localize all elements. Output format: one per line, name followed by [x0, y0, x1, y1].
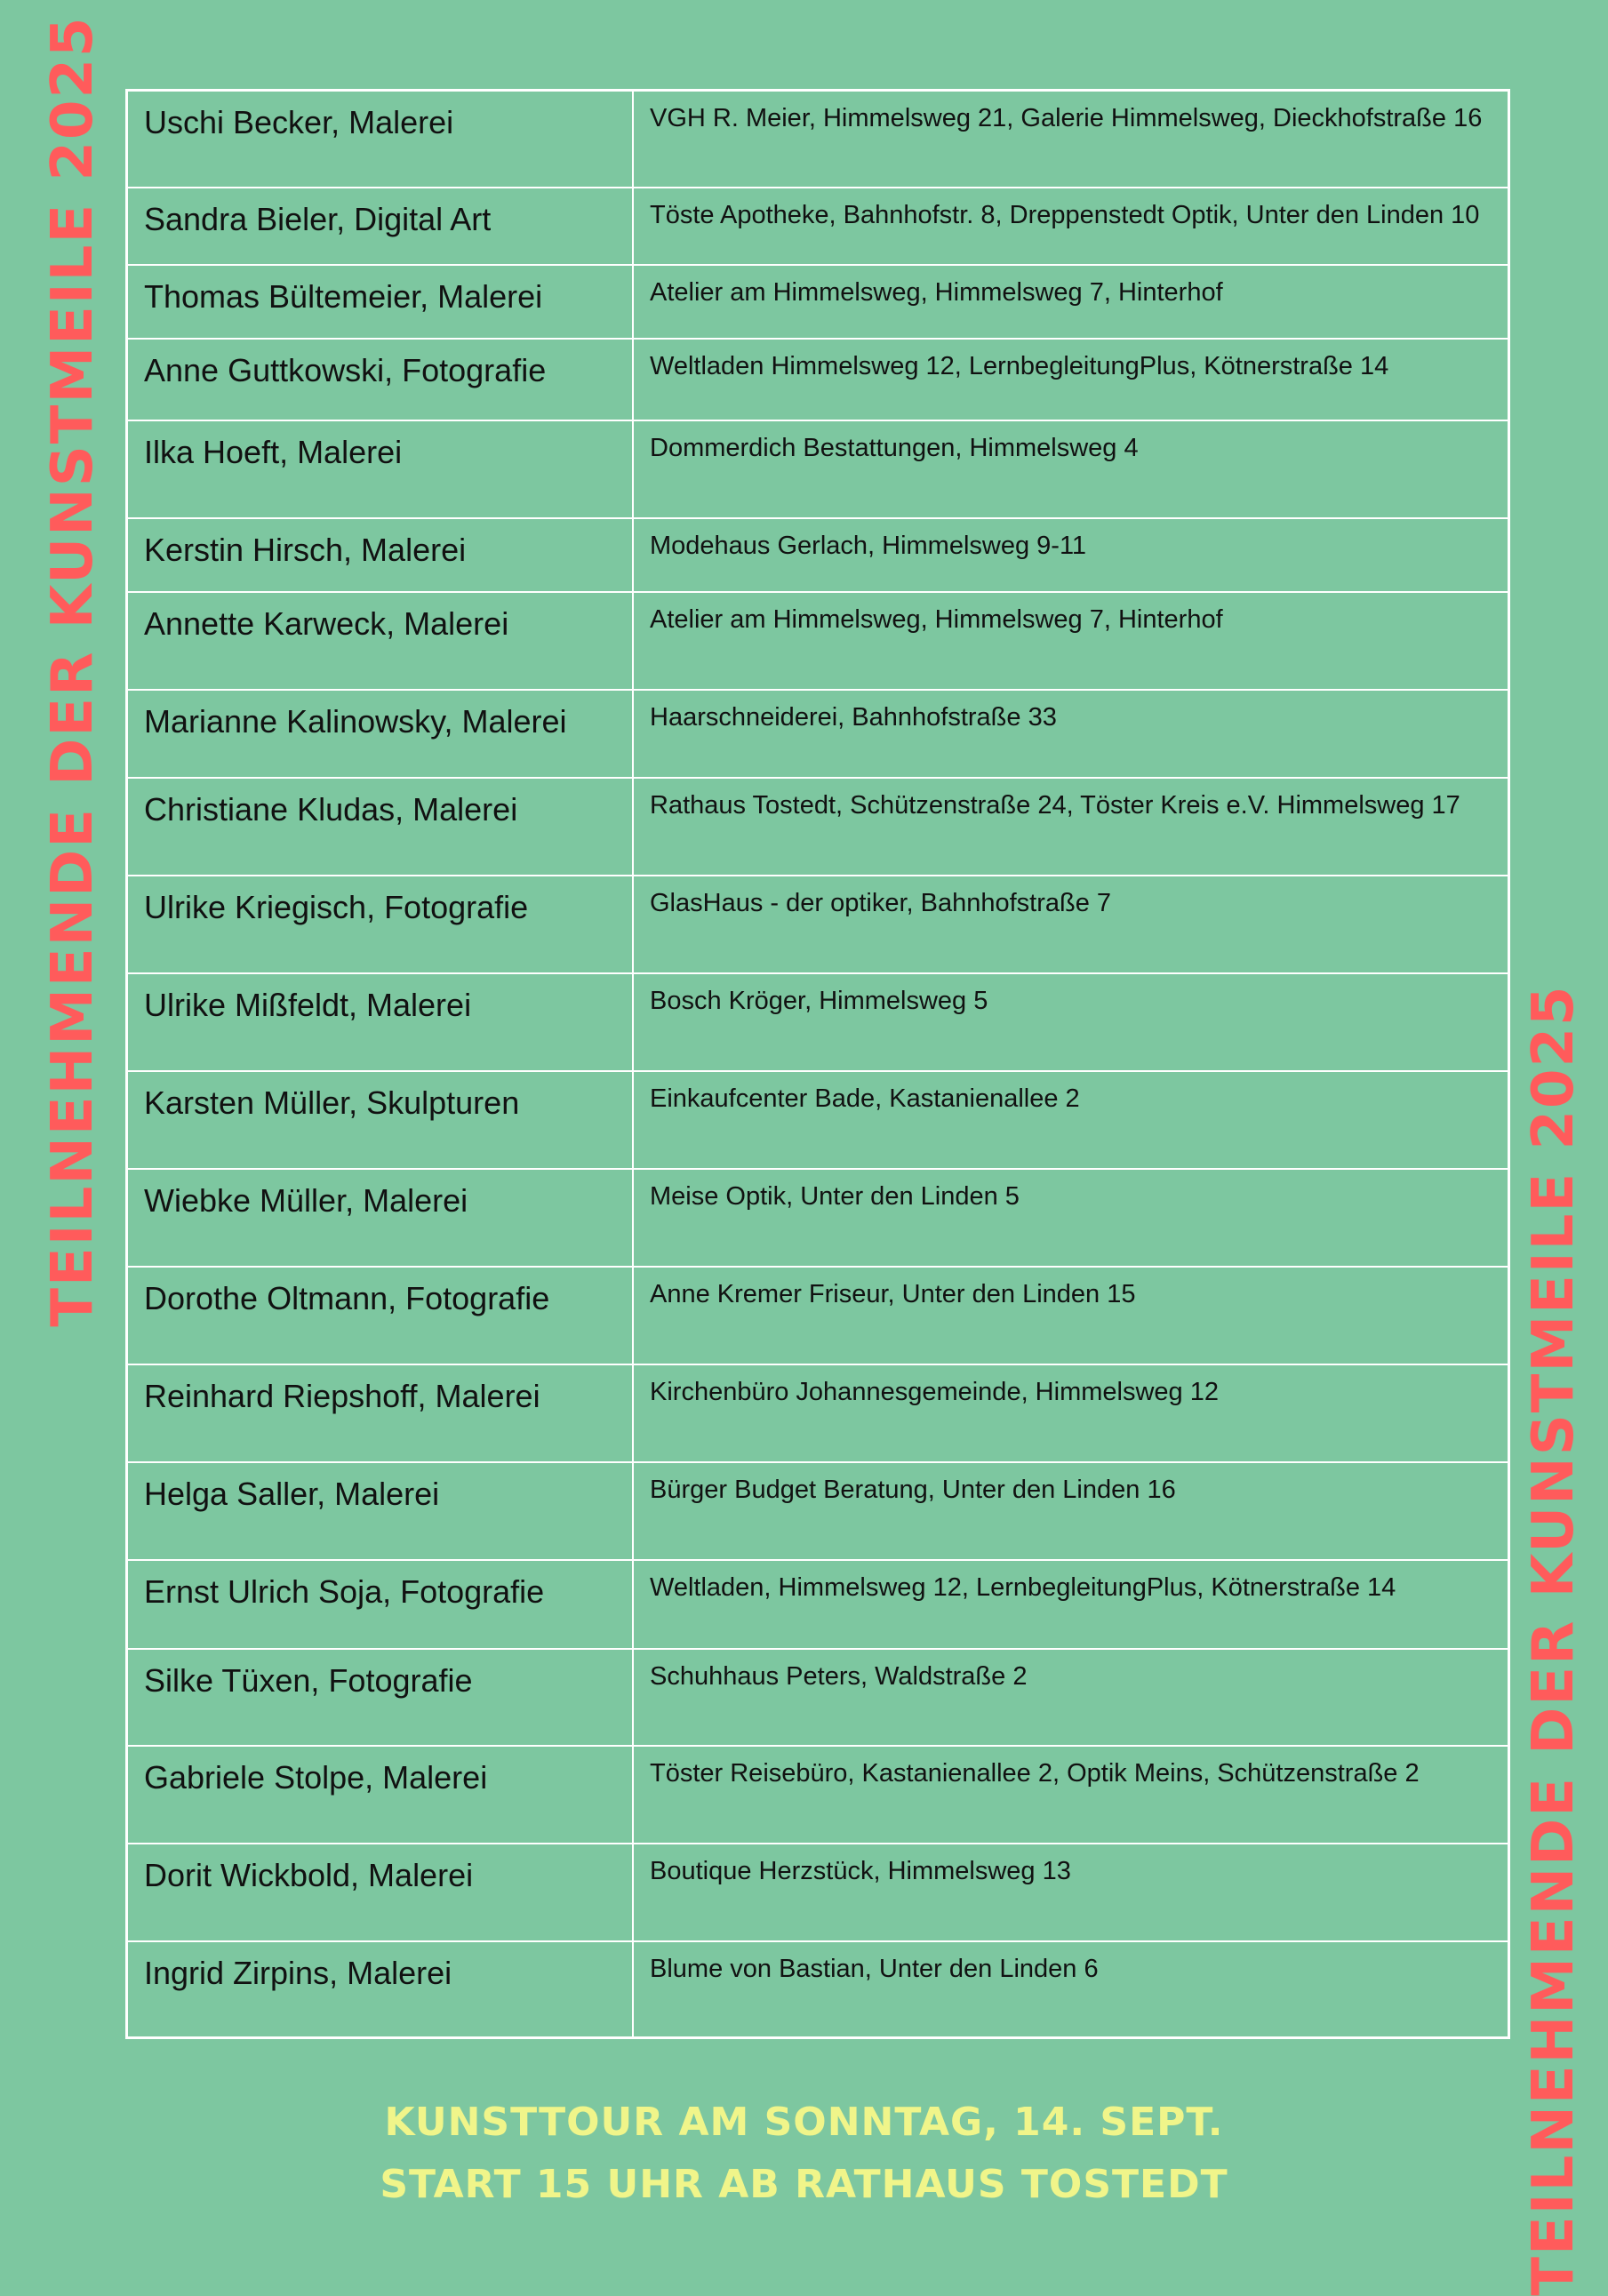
exhibition-location: Atelier am Himmelsweg, Himmelsweg 7, Hinterhof	[633, 592, 1509, 690]
table-row	[127, 91, 1509, 188]
table-row	[127, 973, 1509, 1071]
exhibition-location: Weltladen, Himmelsweg 12, LernbegleitungPlus, Kötnerstraße 14	[633, 1560, 1509, 1649]
table-row	[127, 778, 1509, 876]
artist-name: Sandra Bieler, Digital Art	[127, 188, 634, 265]
artist-name: Ingrid Zirpins, Malerei	[127, 1941, 634, 2038]
table-row	[127, 1462, 1509, 1560]
table-row	[127, 1364, 1509, 1462]
table-row	[127, 265, 1509, 339]
exhibition-location: Schuhhaus Peters, Waldstraße 2	[633, 1649, 1509, 1746]
artist-name: Silke Tüxen, Fotografie	[127, 1649, 634, 1746]
footer-line-2: START 15 UHR AB RATHAUS TOSTEDT	[380, 2162, 1228, 2207]
artist-name: Ilka Hoeft, Malerei	[127, 420, 634, 518]
exhibition-location: Blume von Bastian, Unter den Linden 6	[633, 1941, 1509, 2038]
table-row	[127, 592, 1509, 690]
exhibition-location: VGH R. Meier, Himmelsweg 21, Galerie Himmelsweg, Dieckhofstraße 16	[633, 91, 1509, 188]
artist-name: Uschi Becker, Malerei	[127, 91, 634, 188]
exhibition-location: Haarschneiderei, Bahnhofstraße 33	[633, 690, 1509, 778]
artist-name: Reinhard Riepshoff, Malerei	[127, 1364, 634, 1462]
artist-name: Thomas Bültemeier, Malerei	[127, 265, 634, 339]
artist-name: Karsten Müller, Skulpturen	[127, 1071, 634, 1169]
exhibition-location: Bürger Budget Beratung, Unter den Linden 16	[633, 1462, 1509, 1560]
table-row	[127, 1941, 1509, 2038]
table-row	[127, 1844, 1509, 1941]
table-row	[127, 339, 1509, 420]
artist-name: Ulrike Kriegisch, Fotografie	[127, 876, 634, 973]
table-row	[127, 1071, 1509, 1169]
table-row	[127, 420, 1509, 518]
table-row	[127, 1649, 1509, 1746]
exhibition-location: Meise Optik, Unter den Linden 5	[633, 1169, 1509, 1267]
table-row	[127, 188, 1509, 265]
table-row	[127, 1560, 1509, 1649]
participants-table	[125, 89, 1510, 2039]
exhibition-location: Boutique Herzstück, Himmelsweg 13	[633, 1844, 1509, 1941]
exhibition-location: Modehaus Gerlach, Himmelsweg 9-11	[633, 518, 1509, 592]
artist-name: Kerstin Hirsch, Malerei	[127, 518, 634, 592]
artist-name: Ulrike Mißfeldt, Malerei	[127, 973, 634, 1071]
exhibition-location: Kirchenbüro Johannesgemeinde, Himmelsweg 12	[633, 1364, 1509, 1462]
artist-name: Dorit Wickbold, Malerei	[127, 1844, 634, 1941]
table-row	[127, 1267, 1509, 1364]
side-title-right: TEILNEHMENDE DER KUNSTMEILE 2025	[1521, 984, 1587, 2296]
artist-name: Anne Guttkowski, Fotografie	[127, 339, 634, 420]
exhibition-location: Rathaus Tostedt, Schützenstraße 24, Töster Kreis e.V. Himmelsweg 17	[633, 778, 1509, 876]
artist-name: Helga Saller, Malerei	[127, 1462, 634, 1560]
side-title-left: TEILNEHMENDE DER KUNSTMEILE 2025	[40, 15, 106, 1327]
exhibition-location: GlasHaus - der optiker, Bahnhofstraße 7	[633, 876, 1509, 973]
table-row	[127, 690, 1509, 778]
exhibition-location: Bosch Kröger, Himmelsweg 5	[633, 973, 1509, 1071]
footer-line-1: KUNSTTOUR AM SONNTAG, 14. SEPT.	[384, 2100, 1224, 2145]
artist-name: Ernst Ulrich Soja, Fotografie	[127, 1560, 634, 1649]
table-row	[127, 518, 1509, 592]
artist-name: Gabriele Stolpe, Malerei	[127, 1746, 634, 1844]
exhibition-location: Töste Apotheke, Bahnhofstr. 8, Dreppenstedt Optik, Unter den Linden 10	[633, 188, 1509, 265]
artist-name: Marianne Kalinowsky, Malerei	[127, 690, 634, 778]
artist-name: Christiane Kludas, Malerei	[127, 778, 634, 876]
exhibition-location: Dommerdich Bestattungen, Himmelsweg 4	[633, 420, 1509, 518]
exhibition-location: Einkaufcenter Bade, Kastanienallee 2	[633, 1071, 1509, 1169]
exhibition-location: Atelier am Himmelsweg, Himmelsweg 7, Hinterhof	[633, 265, 1509, 339]
exhibition-location: Anne Kremer Friseur, Unter den Linden 15	[633, 1267, 1509, 1364]
table-row	[127, 1169, 1509, 1267]
table-row	[127, 1746, 1509, 1844]
exhibition-location: Töster Reisebüro, Kastanienallee 2, Optik Meins, Schützenstraße 2	[633, 1746, 1509, 1844]
table-row	[127, 876, 1509, 973]
artist-name: Annette Karweck, Malerei	[127, 592, 634, 690]
exhibition-location: Weltladen Himmelsweg 12, LernbegleitungPlus, Kötnerstraße 14	[633, 339, 1509, 420]
artist-name: Wiebke Müller, Malerei	[127, 1169, 634, 1267]
artist-name: Dorothe Oltmann, Fotografie	[127, 1267, 634, 1364]
